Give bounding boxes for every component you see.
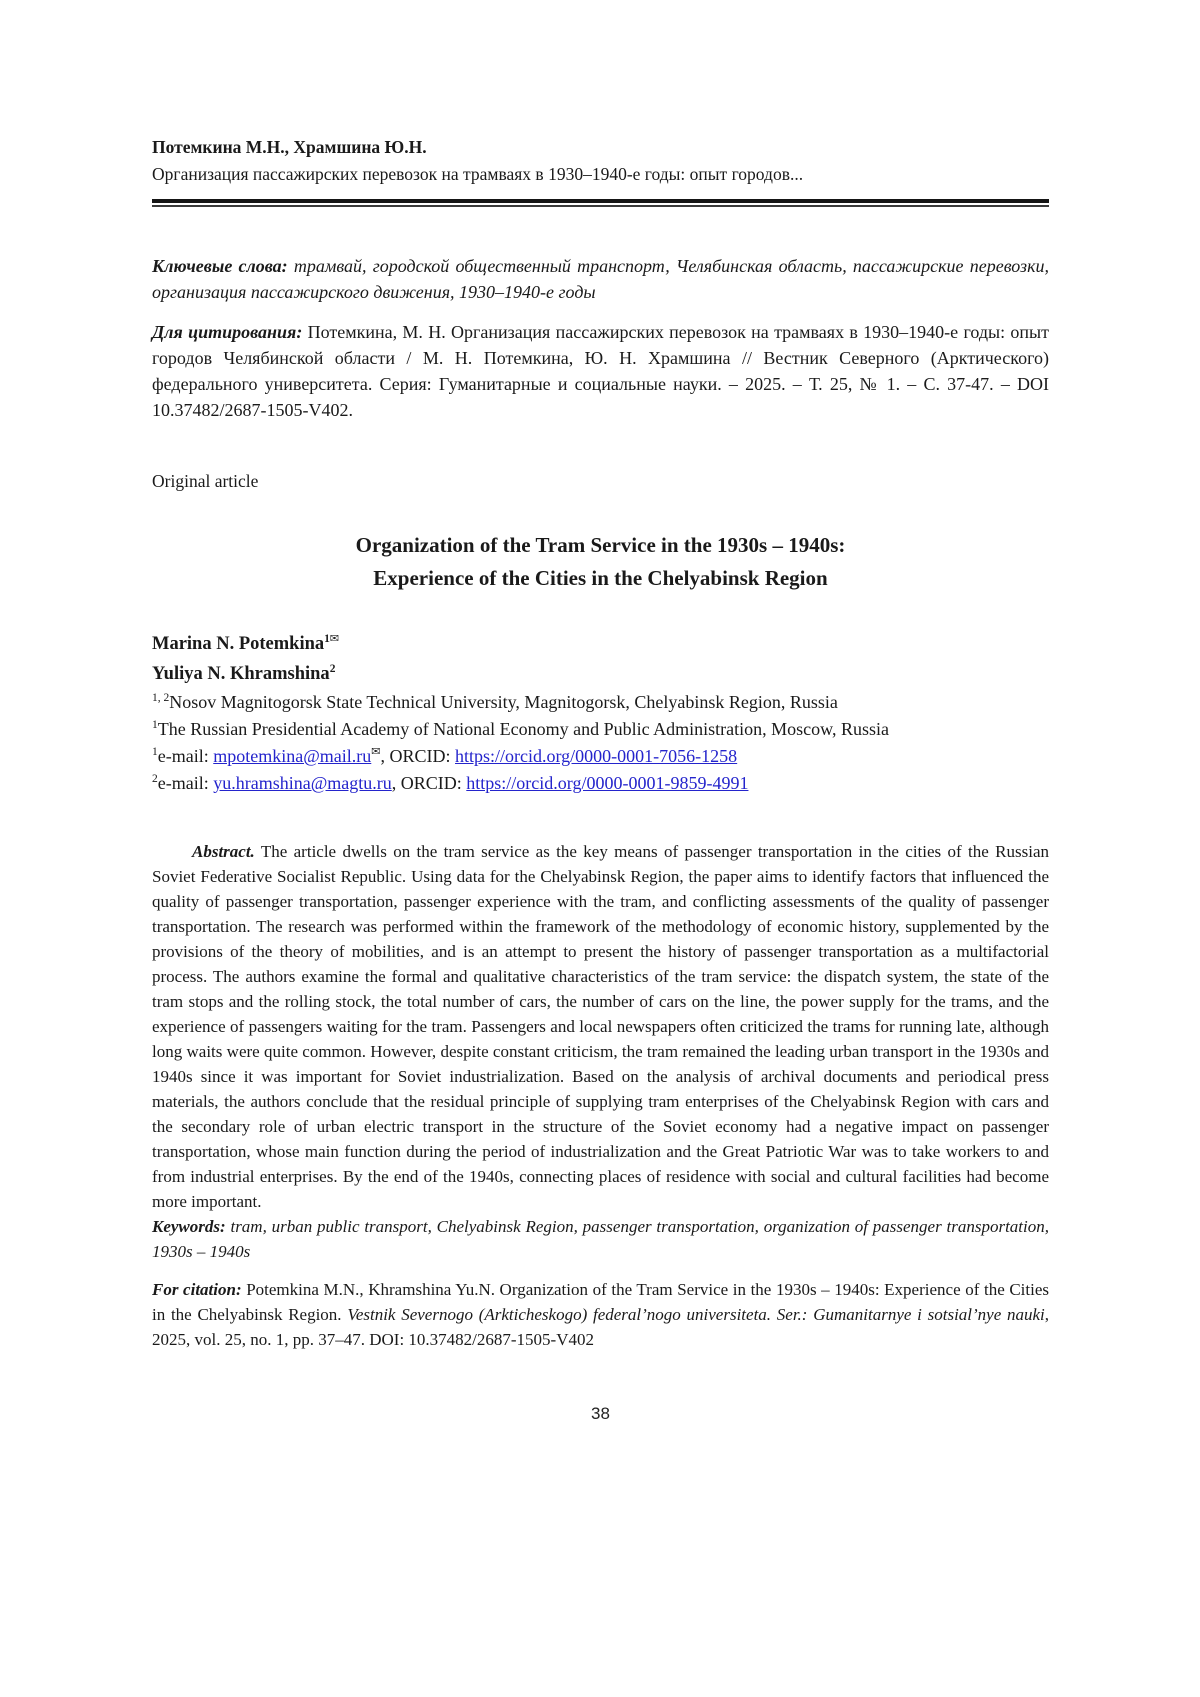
abstract-paragraph (152, 839, 1049, 1214)
running-header-title: Организация пассажирских перевозок на трамваях в 1930–1940-е годы: опыт городов... (152, 164, 804, 184)
citation-en-text-before: Potemkina M.N., Khramshina Yu.N. Organization of the Tram Service in the 1930s – 1940s: Experience of the Cities in the Chelyabinsk Region. (152, 1280, 1050, 1324)
author-2 (152, 659, 1049, 689)
email-2-address-link[interactable]: yu.hramshina@magtu.ru (213, 773, 392, 793)
email-2-orcid-label: , ORCID: (391, 773, 462, 793)
email-1-envelope-icon: ✉ (371, 745, 381, 758)
keywords-ru-text: трамвай, городской общественный транспорт, Челябинская область, пассажирские перевозки, организация пассажирского движения, 1930–1940-е годы (152, 256, 1049, 302)
abstract-label: Abstract. (192, 842, 255, 861)
author-2-affiliation-sup: 2 (329, 662, 336, 675)
citation-en-text-after: , 2025, vol. 25, no. 1, pp. 37–47. DOI: 10.37482/2687-1505-V402 (152, 1305, 1050, 1349)
author-1-name: Marina N. Potemkina (152, 634, 325, 654)
email-line-1 (152, 743, 1049, 770)
affiliation-2-text: The Russian Presidential Academy of National Economy and Public Administration, Moscow, Russia (157, 719, 889, 739)
keywords-ru-paragraph (152, 253, 1049, 305)
affiliation-2-sup: 1 (152, 719, 158, 731)
email-2-label: e-mail: (157, 773, 209, 793)
email-1-address-link[interactable]: mpotemkina@mail.ru (213, 746, 372, 766)
email-2-sup: 2 (152, 773, 158, 785)
header-rule-thin (152, 205, 1049, 207)
header-rule-thick (152, 199, 1049, 203)
affiliation-1-sup: 1, 2 (152, 692, 170, 704)
running-header-authors: Потемкина М.Н., Храмшина Ю.Н. (152, 137, 427, 157)
citation-ru-paragraph (152, 319, 1049, 423)
keywords-en-label: Keywords: (152, 1217, 226, 1236)
citation-ru-text: Потемкина, М. Н. Организация пассажирских перевозок на трамваях в 1930–1940-е годы: опыт городов Челябинской области / М. Н. Потемкина, Ю. Н. Храмшина // Вестник Северного (Арктического) федерального университета. Серия: Гуманитарные и социальные науки. – 2025. – Т. 25, № 1. – С. 37-47. – DOI 10.37482/2687-1505-V402. (152, 322, 1050, 420)
author-1-affiliation-sup: 1 (324, 632, 330, 645)
authors-block (152, 629, 1049, 689)
affiliation-2 (152, 716, 1049, 743)
affiliations-block (152, 689, 1049, 797)
affiliation-1 (152, 689, 1049, 716)
keywords-ru-label: Ключевые слова: (152, 256, 288, 276)
email-2-orcid-link[interactable]: https://orcid.org/0000-0001-9859-4991 (466, 773, 749, 793)
article-title-line2: Experience of the Cities in the Chelyabinsk Region (373, 566, 828, 590)
citation-ru-label: Для цитирования: (152, 322, 303, 342)
email-1-label: e-mail: (157, 746, 209, 766)
email-1-sup: 1 (152, 746, 158, 758)
email-line-2 (152, 770, 1049, 797)
keywords-en-paragraph (152, 1214, 1049, 1264)
article-title (152, 529, 1049, 595)
author-1 (152, 629, 1049, 659)
email-1-orcid-label: , ORCID: (380, 746, 451, 766)
running-header (152, 134, 1049, 207)
header-double-rule (152, 199, 1049, 207)
email-1-orcid-link[interactable]: https://orcid.org/0000-0001-7056-1258 (455, 746, 738, 766)
page-number: 38 (591, 1404, 610, 1423)
citation-en-journal-italic: Vestnik Severnogo (Arkticheskogo) federal’nogo universiteta. Ser.: Gumanitarnye i sotsial’nye nauki (347, 1305, 1045, 1324)
author-2-name: Yuliya N. Khramshina (152, 664, 330, 684)
citation-en-label: For citation: (152, 1280, 242, 1299)
affiliation-1-text: Nosov Magnitogorsk State Technical University, Magnitogorsk, Chelyabinsk Region, Russia (169, 692, 838, 712)
article-type-label: Original article (152, 471, 259, 491)
corresponding-author-envelope-icon: ✉ (329, 631, 340, 645)
article-title-line1: Organization of the Tram Service in the 1930s – 1940s: (355, 533, 846, 557)
citation-en-paragraph (152, 1277, 1049, 1352)
keywords-en-text: tram, urban public transport, Chelyabinsk Region, passenger transportation, organization of passenger transportation, 1930s – 1940s (152, 1217, 1049, 1261)
abstract-text: The article dwells on the tram service as the key means of passenger transportation in the cities of the Russian Soviet Federative Socialist Republic. Using data for the Chelyabinsk Region, the paper aims to identify factors that influenced the quality of passenger transportation, passenger experience with the tram, and conflicting assessments of the quality of passenger transportation. The research was performed within the framework of the methodology of economic history, supplemented by the provisions of the theory of mobilities, and is an attempt to present the history of passenger transportation as a multifactorial process. The authors examine the formal and qualitative characteristics of the tram service: the dispatch system, the state of the tram stops and the rolling stock, the total number of cars, the number of cars on the line, the power supply for the trams, and the experience of passengers waiting for the tram. Passengers and local newspapers often criticized the trams for running late, although long waits were quite common. However, despite constant criticism, the tram remained the leading urban transport in the 1930s and 1940s since it was important for Soviet industrialization. Based on the analysis of archival documents and periodical press materials, the authors conclude that the residual principle of supplying tram enterprises of the Chelyabinsk Region with cars and the secondary role of urban electric transport in the structure of the Soviet economy had a negative impact on passenger transportation, whose main function during the period of industrialization and the Great Patriotic War was to take workers to and from industrial enterprises. By the end of the 1940s, connecting places of residence with social and cultural facilities had become more important. (152, 842, 1049, 1211)
